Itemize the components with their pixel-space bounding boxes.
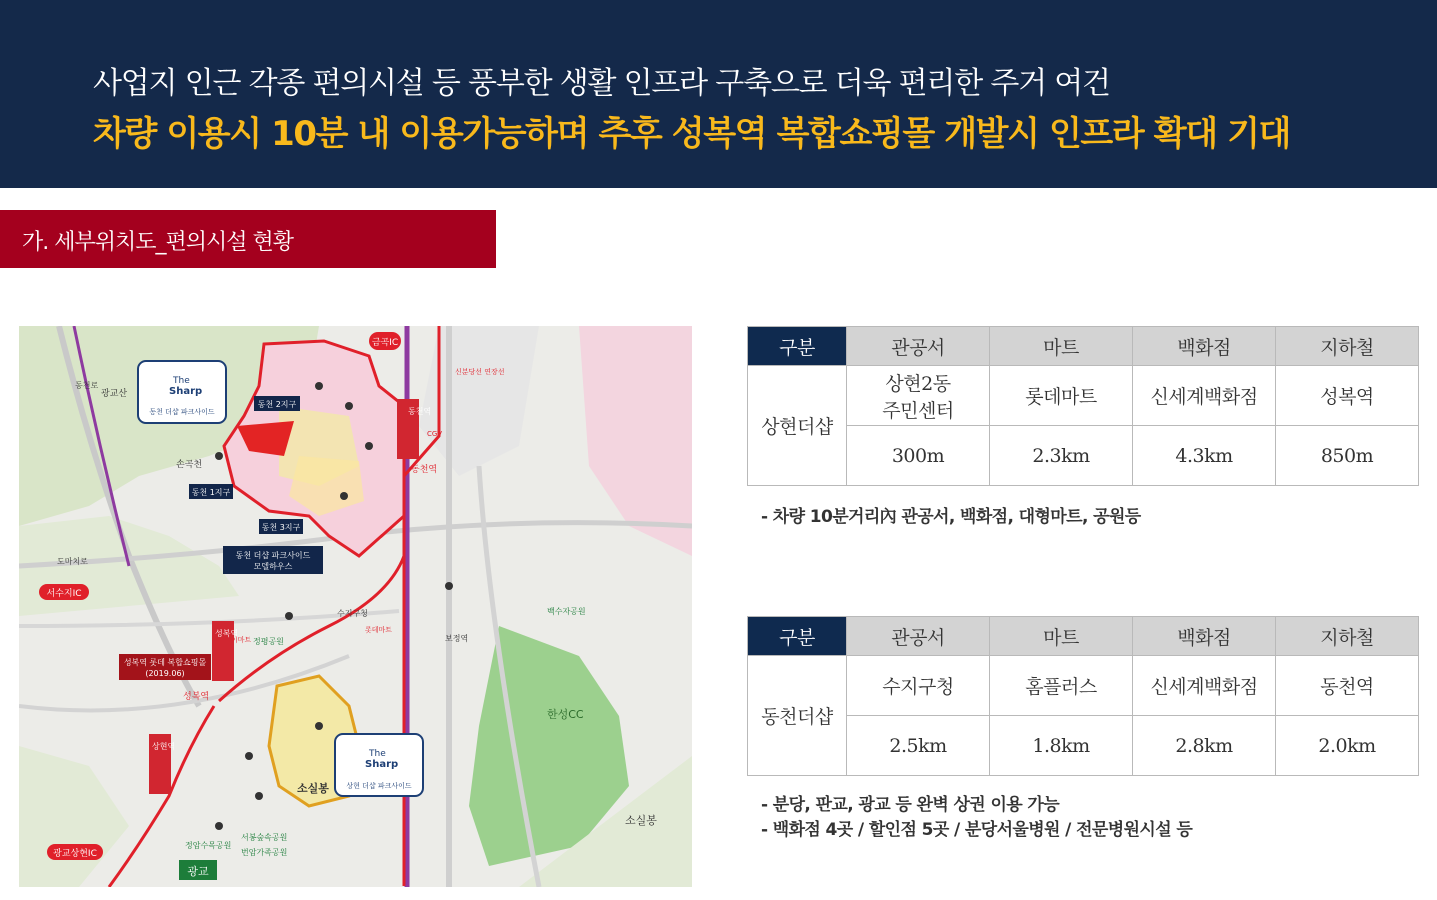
name-line-2: 주민센터 (882, 399, 954, 422)
songjeon-label: 손곡천 (176, 460, 203, 470)
facility-table-sanghyeon (747, 326, 1419, 486)
table-cell: 2.5km (847, 716, 990, 776)
lottemart-label: 롯데마트 (365, 626, 393, 634)
emart-label: 이마트 (231, 636, 252, 644)
table-header-cell: 구분 (748, 327, 847, 366)
table-header-cell: 마트 (990, 327, 1133, 366)
table-cell: 2.8km (1133, 716, 1276, 776)
gwanggyo-ic-label: 광교상현IC (53, 849, 97, 859)
facility-icon (315, 722, 323, 730)
section-title: 가. 세부위치도_편의시설 현황 (22, 230, 294, 255)
gwanggyosan-label: 광교산 (101, 389, 128, 399)
table-header-cell: 백화점 (1133, 327, 1276, 366)
seongbok-station-label: 성복역 (183, 692, 210, 702)
table-cell: 홈플러스 (990, 656, 1133, 716)
facility-icon (215, 452, 223, 460)
vstation-3-label: 상현역 (152, 742, 176, 751)
facility-icon (255, 792, 263, 800)
table-category-cell: 동천더샵 (748, 656, 847, 776)
table-cell: 롯데마트 (990, 366, 1133, 426)
logo-sub-2: 상현 더샵 파크사이드 (346, 782, 412, 790)
table-header-cell: 관공서 (847, 327, 990, 366)
logo-the-2: The (369, 749, 386, 759)
facility-icon (445, 582, 453, 590)
facility-icon (285, 612, 293, 620)
geumgok-ic-label: 금곡IC (371, 338, 399, 348)
bojeong-label: 보정역 (445, 634, 469, 643)
table-header-row (748, 327, 1419, 366)
table-header-cell: 지하철 (1276, 617, 1419, 656)
table-row (748, 426, 1419, 486)
table-header-cell: 마트 (990, 617, 1133, 656)
table-row (748, 716, 1419, 776)
table-cell: 2.0km (1276, 716, 1419, 776)
model-house-label-2: 모델하우스 (253, 562, 293, 571)
jeongpyeong-park-label: 정평공원 (253, 637, 284, 646)
table-header-cell: 지하철 (1276, 327, 1419, 366)
facility-icon (340, 492, 348, 500)
seosuji-ic-label: 서수지IC (46, 589, 82, 599)
sinbundang-label: 신분당선 연장선 (455, 368, 505, 376)
table-cell: 2.3km (990, 426, 1133, 486)
top-banner (0, 0, 1437, 188)
table2-note-1: - 분당, 판교, 광교 등 완벽 상권 이용 가능 (761, 795, 1060, 815)
section-header (0, 210, 496, 268)
gwanggyo-label: 광교 (187, 865, 209, 878)
table-cell: 850m (1276, 426, 1419, 486)
table-category-cell: 상현더샵 (748, 366, 847, 486)
hansung-cc-label: 한성CC (547, 708, 584, 721)
banner-line-1: 사업지 인근 각종 편의시설 등 풍부한 생활 인프라 구축으로 더욱 편리한 주거 여건 (93, 66, 1110, 101)
logo-sub-1: 동천 더샵 파크사이드 (149, 408, 215, 416)
table-cell (847, 366, 990, 426)
facility-icon (215, 822, 223, 830)
logo-the-1: The (173, 376, 190, 386)
table-cell: 동천역 (1276, 656, 1419, 716)
table-cell: 4.3km (1133, 426, 1276, 486)
lotte-mall-label-2: (2019.06) (145, 669, 185, 678)
logo-sharp-2: Sharp (365, 759, 399, 770)
dongcheon-3-label: 동천 3지구 (261, 523, 301, 532)
table-cell: 1.8km (990, 716, 1133, 776)
name-line-1: 상현2동 (885, 372, 951, 395)
table-cell: 300m (847, 426, 990, 486)
table2-note-2: - 백화점 4곳 / 할인점 5곳 / 분당서울병원 / 전문병원시설 등 (761, 820, 1193, 840)
sosilbong-label-b: 소실봉 (297, 782, 329, 795)
table-header-cell: 관공서 (847, 617, 990, 656)
facility-icon (345, 402, 353, 410)
facility-table-dongcheon (747, 616, 1419, 776)
vstation-1-label: 동천역 (408, 407, 432, 416)
model-house-label-1: 동천 더샵 파크사이드 (235, 551, 311, 560)
location-map (19, 326, 692, 887)
table-cell: 성복역 (1276, 366, 1419, 426)
domachiro-label: 도마치로 (57, 557, 88, 566)
lotte-mall-label-1: 성복역 롯데 복합쇼핑몰 (123, 658, 207, 667)
facility-icon (365, 442, 373, 450)
facility-icon (315, 382, 323, 390)
dongcheon-2-label: 동천 2지구 (257, 400, 297, 409)
seobong-park-label: 서봉숲속공원 (241, 833, 288, 842)
facility-icon (245, 752, 253, 760)
cgv-label: CGV (427, 430, 443, 438)
beonam-park-label: 번암가족공원 (241, 848, 288, 857)
table1-note: - 차량 10분거리內 관공서, 백화점, 대형마트, 공원등 (761, 507, 1141, 527)
logo-sharp-1: Sharp (169, 386, 203, 397)
sujigu-office-label: 수지구청 (337, 609, 368, 618)
dongcheonro-label: 동천로 (75, 381, 99, 390)
table-header-row (748, 617, 1419, 656)
table-cell: 수지구청 (847, 656, 990, 716)
banner-line-2: 차량 이용시 10분 내 이용가능하며 추후 성복역 복합쇼핑몰 개발시 인프라 확대 기대 (93, 114, 1290, 154)
table-cell: 신세계백화점 (1133, 656, 1276, 716)
table-header-cell: 구분 (748, 617, 847, 656)
dongcheon-1-label: 동천 1지구 (191, 488, 231, 497)
baeksuji-park-label: 백수자공원 (547, 607, 586, 616)
sosilbong-label-a: 소실봉 (625, 814, 657, 827)
table-header-cell: 백화점 (1133, 617, 1276, 656)
table-row (748, 366, 1419, 426)
table-row (748, 656, 1419, 716)
jeongam-park-label: 정암수목공원 (185, 841, 232, 850)
table-cell: 신세계백화점 (1133, 366, 1276, 426)
dongcheon-station-label: 동천역 (411, 465, 438, 475)
vstation-2-label: 성복역 (215, 629, 239, 638)
